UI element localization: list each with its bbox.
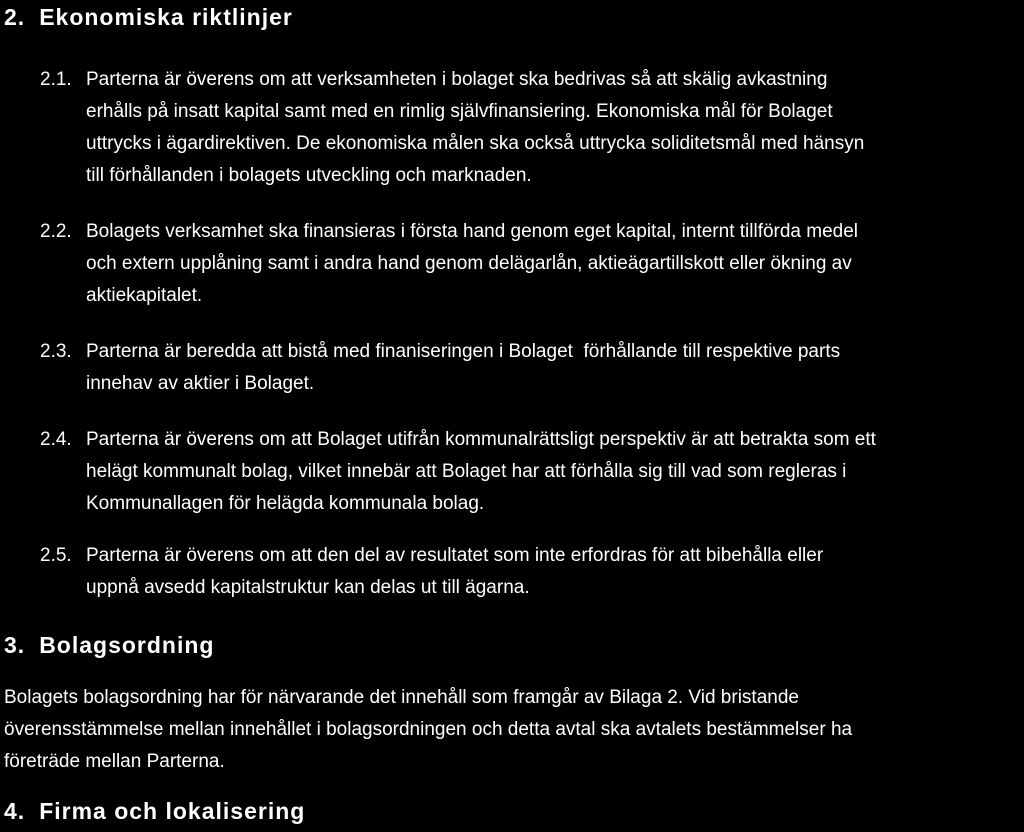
clause-number: 2.5.	[40, 545, 72, 566]
section-4-heading	[4, 798, 305, 825]
section-2-title: Ekonomiska riktlinjer	[39, 4, 293, 30]
section-2-number: 2.	[4, 4, 26, 30]
clause-line: Parterna är överens om att verksamheten i bolaget ska bedrivas så att skälig avkastning	[86, 69, 828, 90]
paragraph-line: Bolagets bolagsordning har för närvarande det innehåll som framgår av Bilaga 2. Vid bristande	[4, 687, 799, 708]
clause-number: 2.2.	[40, 221, 72, 242]
clause-2-2	[40, 216, 1020, 312]
clause-2-4	[40, 424, 1020, 520]
clause-number: 2.3.	[40, 341, 72, 362]
clause-line: uppnå avsedd kapitalstruktur kan delas ut till ägarna.	[86, 577, 530, 598]
clause-line: Bolagets verksamhet ska finansieras i första hand genom eget kapital, internt tillförda medel	[86, 221, 859, 242]
clause-2-1	[40, 64, 1020, 192]
paragraph-line: företräde mellan Parterna.	[4, 751, 225, 772]
clause-number: 2.4.	[40, 429, 72, 450]
clause-line: uttrycks i ägardirektiven. De ekonomiska målen ska också uttrycka soliditetsmål med hänsyn	[86, 133, 865, 154]
paragraph-line: överensstämmelse mellan innehållet i bolagsordningen och detta avtal ska avtalets bestämmelser ha	[4, 719, 853, 740]
clause-2-5	[40, 540, 1020, 604]
section-4-title: Firma och lokalisering	[39, 798, 306, 824]
section-2-heading	[4, 4, 293, 31]
clause-2-3	[40, 336, 1020, 400]
section-3-title: Bolagsordning	[39, 632, 215, 658]
clause-line: Parterna är överens om att Bolaget utifrån kommunalrättsligt perspektiv är att betrakta som ett	[86, 429, 876, 450]
clause-line: erhålls på insatt kapital samt med en rimlig självfinansiering. Ekonomiska mål för Bolaget	[86, 101, 833, 122]
clause-line: aktiekapitalet.	[86, 285, 203, 306]
section-4-number: 4.	[4, 798, 26, 824]
clause-line: Kommunallagen för helägda kommunala bolag.	[86, 493, 485, 514]
clause-line: helägt kommunalt bolag, vilket innebär att Bolaget har att förhålla sig till vad som regleras i	[86, 461, 847, 482]
clause-line: Parterna är överens om att den del av resultatet som inte erfordras för att bibehålla eller	[86, 545, 824, 566]
clause-number: 2.1.	[40, 69, 72, 90]
clause-line: till förhållanden i bolagets utveckling och marknaden.	[86, 165, 532, 186]
clause-line: innehav av aktier i Bolaget.	[86, 373, 315, 394]
clause-line: och extern upplåning samt i andra hand genom delägarlån, aktieägartillskott eller ökning av	[86, 253, 852, 274]
section-3-number: 3.	[4, 632, 26, 658]
section-3-paragraph	[4, 682, 1020, 778]
clause-line: Parterna är beredda att bistå med finaniseringen i Bolaget förhållande till respektive parts	[86, 341, 841, 362]
section-3-heading	[4, 632, 214, 659]
